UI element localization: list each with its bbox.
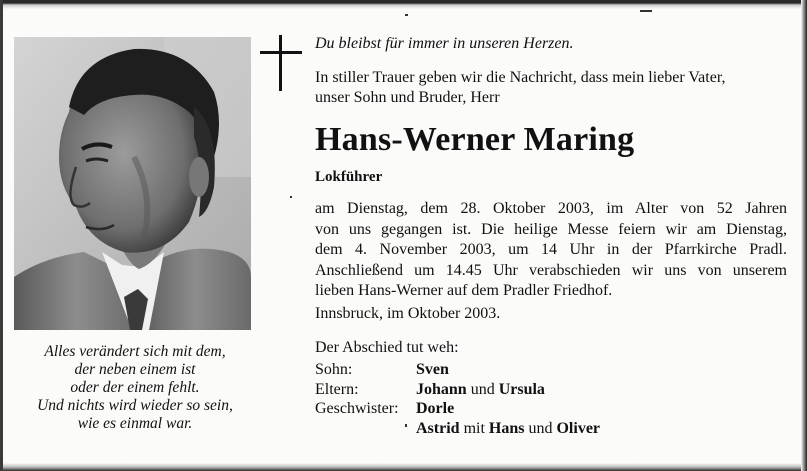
poem-line: oder der einem fehlt. [70, 379, 200, 396]
mourner-connector: und [524, 419, 557, 437]
place-date: Innsbruck, im Oktober 2003. [315, 305, 501, 322]
poem [10, 343, 260, 433]
scan-edge-bottom [0, 463, 807, 471]
intro-line: In stiller Trauer geben wir die Nachricht, dass mein lieber Vater, [315, 69, 726, 86]
mourner-name: Oliver [556, 419, 601, 437]
profession: Lokführer [315, 169, 383, 185]
mourner-relation: Eltern: [315, 380, 359, 398]
announcement-line: lieben Hans-Werner auf dem Pradler Friedhof. [315, 282, 613, 299]
mourner-names [416, 419, 600, 439]
mourner-name: Hans [488, 419, 525, 437]
intro-text [315, 68, 726, 108]
scan-speck [290, 196, 292, 198]
announcement-line: Anschließend um 14.45 Uhr verabschieden wir uns von unserem [315, 261, 787, 279]
announcement-line: von uns gegangen ist. Die heilige Messe feiern wir am Dienstag, [315, 220, 787, 238]
mourner-relation: Sohn: [315, 361, 353, 378]
mourner-name: Ursula [498, 380, 545, 398]
announcement-text [315, 199, 787, 302]
scan-edge-right [801, 0, 807, 471]
poem-line: der neben einem ist [74, 361, 196, 378]
announcement-line: dem 4. November 2003, um 14 Uhr in der Pfarrkirche Pradl. [315, 241, 787, 258]
intro-line: unser Sohn und Bruder, Herr [315, 89, 500, 106]
mourner-names [416, 399, 454, 419]
scan-speck [405, 14, 408, 16]
farewell-heading: Der Abschied tut weh: [315, 339, 459, 356]
mourner-name: Astrid [416, 419, 460, 437]
motto: Du bleibst für immer in unseren Herzen. [315, 35, 574, 52]
portrait-photo [14, 37, 251, 330]
poem-line: wie es einmal war. [77, 415, 193, 432]
mourner-name: Sven [416, 361, 449, 378]
portrait-image [14, 37, 251, 330]
mourner-names [416, 380, 545, 400]
latin-cross-icon [260, 35, 302, 91]
scan-edge-left [0, 0, 3, 471]
mourner-name: Dorle [416, 400, 455, 417]
mourner-name: Johann [416, 380, 467, 398]
announcement-line: am Dienstag, dem 28. Oktober 2003, im Alter von 52 Jahren [315, 200, 787, 217]
scan-edge-top [0, 0, 807, 9]
mourner-connector: mit [459, 419, 489, 437]
mourner-connector: und [466, 380, 499, 398]
scan-speck [405, 424, 407, 427]
poem-line: Und nichts wird wieder so sein, [37, 397, 233, 414]
scan-speck [640, 10, 652, 12]
deceased-name: Hans-Werner Maring [315, 121, 635, 158]
mourner-relation: Geschwister: [315, 400, 399, 417]
poem-line: Alles verändert sich mit dem, [44, 343, 226, 360]
mourner-names [416, 360, 449, 380]
